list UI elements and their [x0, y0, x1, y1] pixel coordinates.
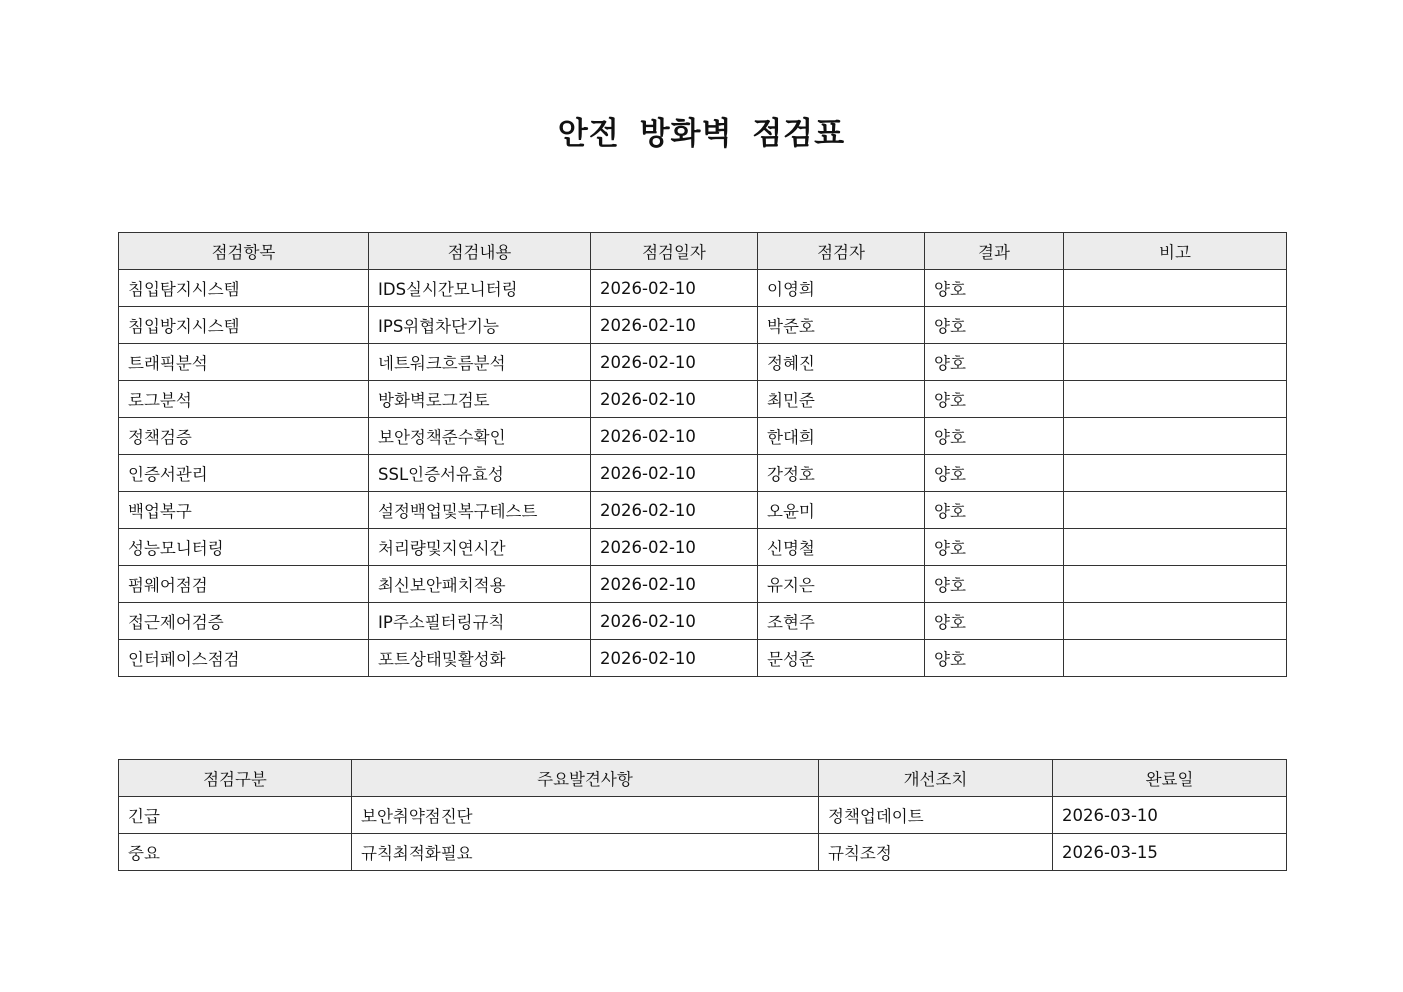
table-row	[119, 381, 1287, 418]
cell-content: 최신보안패치적용	[369, 566, 591, 603]
cell-inspector: 최민준	[758, 381, 925, 418]
header-completion-date: 완료일	[1053, 760, 1287, 797]
cell-date: 2026-02-10	[591, 603, 758, 640]
cell-category: 긴급	[119, 797, 352, 834]
cell-inspector: 문성준	[758, 640, 925, 677]
cell-remarks	[1064, 418, 1287, 455]
cell-inspector: 한대희	[758, 418, 925, 455]
cell-completion-date: 2026-03-15	[1053, 834, 1287, 871]
inspection-table	[118, 232, 1287, 677]
cell-result: 양호	[925, 344, 1064, 381]
table-row	[119, 603, 1287, 640]
cell-content: SSL인증서유효성	[369, 455, 591, 492]
cell-result: 양호	[925, 640, 1064, 677]
cell-inspector: 정혜진	[758, 344, 925, 381]
cell-date: 2026-02-10	[591, 381, 758, 418]
cell-remarks	[1064, 566, 1287, 603]
cell-item: 펌웨어점검	[119, 566, 369, 603]
cell-item: 인증서관리	[119, 455, 369, 492]
cell-action: 정책업데이트	[819, 797, 1053, 834]
cell-item: 접근제어검증	[119, 603, 369, 640]
table-row	[119, 797, 1287, 834]
cell-item: 트래픽분석	[119, 344, 369, 381]
cell-remarks	[1064, 529, 1287, 566]
cell-content: 보안정책준수확인	[369, 418, 591, 455]
cell-remarks	[1064, 603, 1287, 640]
cell-remarks	[1064, 270, 1287, 307]
cell-action: 규칙조정	[819, 834, 1053, 871]
cell-result: 양호	[925, 492, 1064, 529]
cell-item: 인터페이스점검	[119, 640, 369, 677]
cell-content: IDS실시간모니터링	[369, 270, 591, 307]
cell-inspector: 신명철	[758, 529, 925, 566]
cell-completion-date: 2026-03-10	[1053, 797, 1287, 834]
table-row	[119, 418, 1287, 455]
table-row	[119, 344, 1287, 381]
table-row	[119, 640, 1287, 677]
table-row	[119, 270, 1287, 307]
cell-date: 2026-02-10	[591, 270, 758, 307]
table-row	[119, 455, 1287, 492]
page-title: 안전 방화벽 점검표	[557, 116, 846, 152]
cell-date: 2026-02-10	[591, 344, 758, 381]
cell-item: 백업복구	[119, 492, 369, 529]
cell-content: 처리량및지연시간	[369, 529, 591, 566]
cell-inspector: 강정호	[758, 455, 925, 492]
header-inspector: 점검자	[758, 233, 925, 270]
cell-item: 정책검증	[119, 418, 369, 455]
header-remarks: 비고	[1064, 233, 1287, 270]
cell-remarks	[1064, 455, 1287, 492]
cell-content: IP주소필터링규칙	[369, 603, 591, 640]
cell-date: 2026-02-10	[591, 529, 758, 566]
table-row	[119, 307, 1287, 344]
cell-result: 양호	[925, 307, 1064, 344]
header-inspection-date: 점검일자	[591, 233, 758, 270]
header-result: 결과	[925, 233, 1064, 270]
header-inspection-item: 점검항목	[119, 233, 369, 270]
cell-category: 중요	[119, 834, 352, 871]
cell-content: IPS위협차단기능	[369, 307, 591, 344]
cell-item: 침입탐지시스템	[119, 270, 369, 307]
cell-finding: 보안취약점진단	[352, 797, 819, 834]
cell-remarks	[1064, 640, 1287, 677]
table-row	[119, 492, 1287, 529]
cell-remarks	[1064, 381, 1287, 418]
cell-item: 성능모니터링	[119, 529, 369, 566]
cell-date: 2026-02-10	[591, 566, 758, 603]
cell-remarks	[1064, 307, 1287, 344]
cell-content: 방화벽로그검토	[369, 381, 591, 418]
cell-remarks	[1064, 344, 1287, 381]
table-row	[119, 529, 1287, 566]
findings-table	[118, 759, 1287, 871]
table-row	[119, 566, 1287, 603]
cell-inspector: 박준호	[758, 307, 925, 344]
cell-result: 양호	[925, 529, 1064, 566]
cell-date: 2026-02-10	[591, 640, 758, 677]
inspection-header-row	[119, 233, 1287, 270]
cell-inspector: 조현주	[758, 603, 925, 640]
cell-date: 2026-02-10	[591, 307, 758, 344]
table-row	[119, 834, 1287, 871]
cell-item: 침입방지시스템	[119, 307, 369, 344]
cell-result: 양호	[925, 270, 1064, 307]
cell-result: 양호	[925, 381, 1064, 418]
cell-date: 2026-02-10	[591, 418, 758, 455]
cell-result: 양호	[925, 603, 1064, 640]
cell-inspector: 유지은	[758, 566, 925, 603]
cell-inspector: 이영희	[758, 270, 925, 307]
cell-inspector: 오윤미	[758, 492, 925, 529]
cell-item: 로그분석	[119, 381, 369, 418]
header-category: 점검구분	[119, 760, 352, 797]
header-inspection-content: 점검내용	[369, 233, 591, 270]
cell-result: 양호	[925, 418, 1064, 455]
cell-result: 양호	[925, 455, 1064, 492]
cell-content: 포트상태및활성화	[369, 640, 591, 677]
cell-finding: 규칙최적화필요	[352, 834, 819, 871]
header-corrective-action: 개선조치	[819, 760, 1053, 797]
cell-remarks	[1064, 492, 1287, 529]
cell-result: 양호	[925, 566, 1064, 603]
cell-date: 2026-02-10	[591, 455, 758, 492]
header-key-findings: 주요발견사항	[352, 760, 819, 797]
findings-header-row	[119, 760, 1287, 797]
cell-date: 2026-02-10	[591, 492, 758, 529]
cell-content: 네트워크흐름분석	[369, 344, 591, 381]
cell-content: 설정백업및복구테스트	[369, 492, 591, 529]
